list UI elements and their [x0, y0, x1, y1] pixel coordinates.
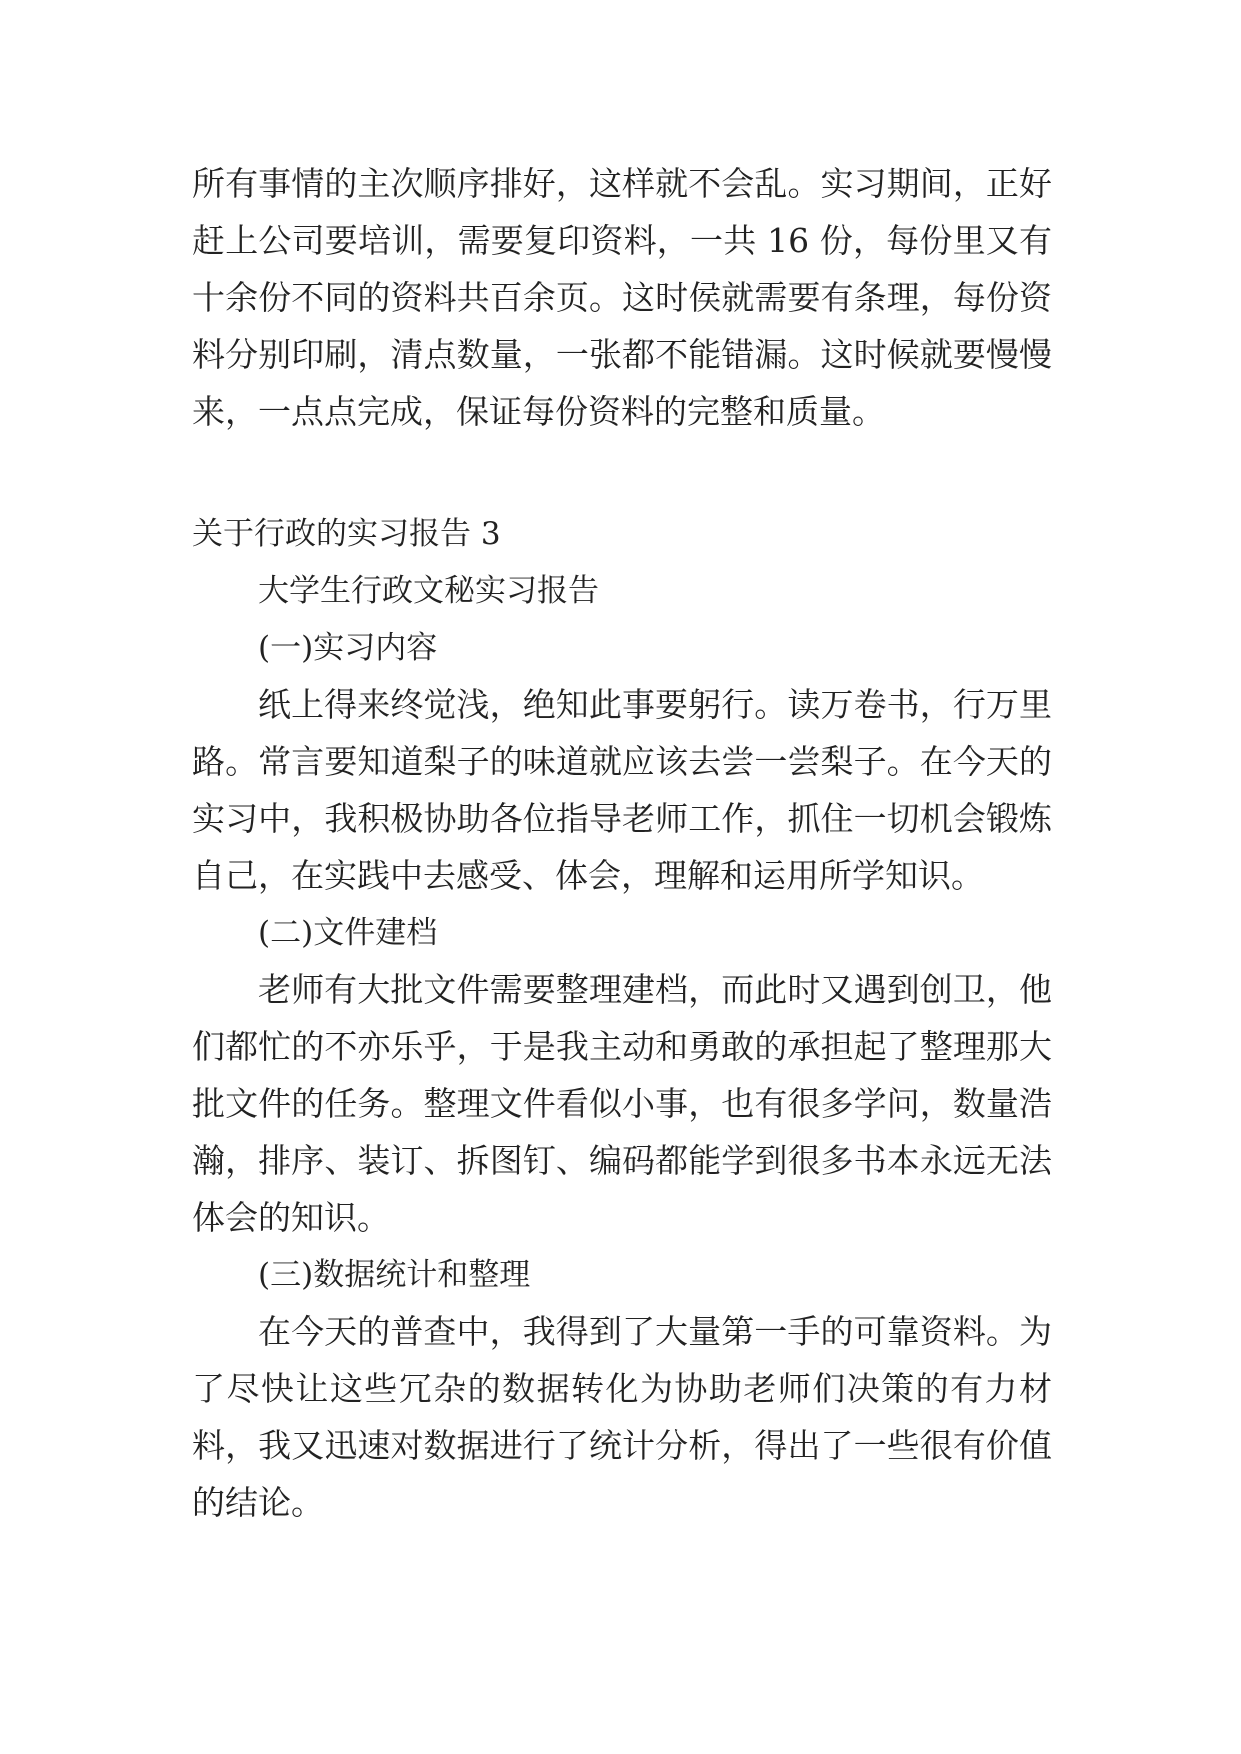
subsection-heading: (一)实习内容 [258, 630, 438, 666]
paragraph-line: 们都忙的不亦乐乎，于是我主动和勇敢的承担起了整理那大 [192, 1027, 1052, 1066]
report-title: 大学生行政文秘实习报告 [258, 573, 599, 609]
paragraph-line: 自己，在实践中去感受、体会，理解和运用所学知识。 [192, 856, 984, 895]
paragraph-line: 实习中，我积极协助各位指导老师工作，抓住一切机会锻炼 [192, 799, 1052, 838]
paragraph-line: 的结论。 [192, 1483, 324, 1522]
paragraph-line: 路。常言要知道梨子的味道就应该去尝一尝梨子。在今天的 [192, 742, 1052, 781]
paragraph-line: 瀚，排序、装订、拆图钉、编码都能学到很多书本永远无法 [192, 1141, 1052, 1180]
paragraph-line: 批文件的任务。整理文件看似小事，也有很多学问，数量浩 [192, 1084, 1052, 1123]
paragraph-line: 了尽快让这些冗杂的数据转化为协助老师们决策的有力材 [192, 1369, 1052, 1408]
paragraph-line: 纸上得来终觉浅，绝知此事要躬行。读万卷书，行万里 [258, 685, 1052, 724]
paragraph-line: 赶上公司要培训，需要复印资料，一共 16 份，每份里又有 [192, 221, 1052, 260]
paragraph-line: 所有事情的主次顺序排好，这样就不会乱。实习期间，正好 [192, 164, 1052, 203]
paragraph-line: 老师有大批文件需要整理建档，而此时又遇到创卫，他 [258, 970, 1052, 1009]
paragraph-line: 料，我又迅速对数据进行了统计分析，得出了一些很有价值 [192, 1426, 1052, 1465]
paragraph-line: 体会的知识。 [192, 1198, 390, 1237]
subsection-heading: (二)文件建档 [258, 915, 438, 951]
paragraph-line: 料分别印刷，清点数量，一张都不能错漏。这时候就要慢慢 [192, 335, 1052, 374]
paragraph-line: 在今天的普查中，我得到了大量第一手的可靠资料。为 [258, 1312, 1052, 1351]
paragraph-line: 来，一点点完成，保证每份资料的完整和质量。 [192, 392, 885, 431]
subsection-heading: (三)数据统计和整理 [258, 1257, 531, 1293]
paragraph-line: 十余份不同的资料共百余页。这时侯就需要有条理，每份资 [192, 278, 1052, 317]
section-title: 关于行政的实习报告 3 [192, 516, 501, 552]
